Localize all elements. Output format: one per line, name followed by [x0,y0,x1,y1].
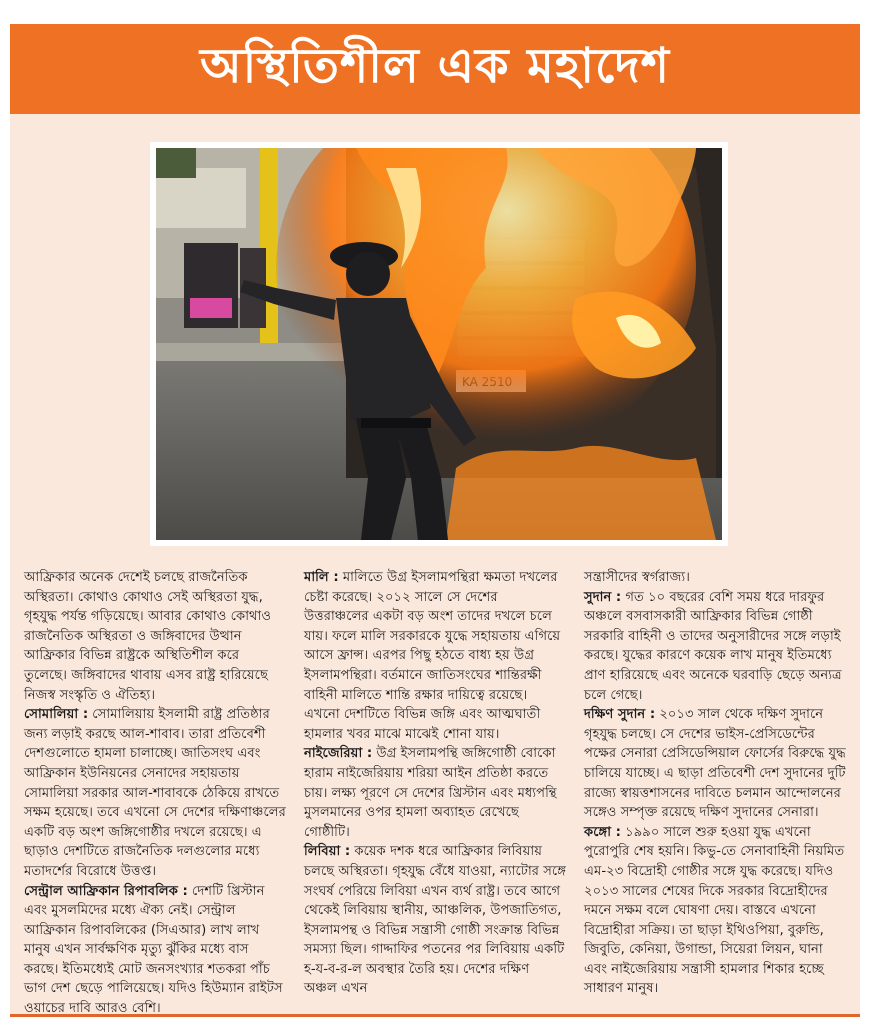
car-heading: সেন্ট্রাল আফ্রিকান রিপাবলিক : [24,883,188,899]
south-sudan-text: ২০১৩ সাল থেকে দক্ষিণ সুদানে গৃহযুদ্ধ চলছে। সে দেশের ভাইস-প্রেসিডেন্টের পক্ষের সেনারা প্রেসিডেন্সিয়াল ফোর্সের বিরুদ্ধে যুদ্ধ চালিয়ে যাচ্ছে। এ ছাড়া প্রতিবেশী দেশ সুদানের দুটি রাজ্যে স্বায়ত্তশাসনের দাবিতে চলমান আন্দোলনের সঙ্গেও সম্পৃক্ত রয়েছে দক্ষিণ সুদানের সেনারা। [584,707,846,821]
headline: অস্থিতিশীল এক মহাদেশ [200,37,670,94]
car-paragraph [24,882,286,1019]
column-3 [584,568,846,999]
car-text: দেশটি খ্রিস্টান এবং মুসলমিদের মধ্যে ঐক্য নেই। সেন্ট্রাল আফ্রিকান রিপাবলিকের (সিএআর) লাখ লাখ মানুষ এখন সার্বক্ষণিক মৃত্যু ঝুঁকির মধ্যে বাস করছে। ইতিমধ্যেই মোট জনসংখ্যার শতকরা পাঁচ ভাগ দেশ ছেড়ে পালিয়েছে। যদিও হিউম্যান রাইটস ওয়াচের দাবি আরও বেশি। [24,883,283,1017]
congo-paragraph [584,823,846,999]
intro-paragraph: আফ্রিকার অনেক দেশেই চলছে রাজনৈতিক অস্থিরতা। কোথাও কোথাও সেই অস্থিরতা যুদ্ধ, গৃহযুদ্ধ পর্যন্ত গড়িয়েছে। আবার কোথাও কোথাও রাজনৈতিক অস্থিরতা ও জঙ্গিবাদের উত্থান আফ্রিকার বিভিন্ন রাষ্ট্রকে অস্থিতিশীল করে তুলেছে। জঙ্গিবাদের থাবায় এসব রাষ্ট্র হারিয়েছে নিজস্ব সংস্কৃতি ও ঐতিহ্য। [24,570,272,703]
libya-text: কয়েক দশক ধরে আফ্রিকার লিবিয়ায় চলছে অস্থিরতা। গৃহযুদ্ধ বেঁধে যাওয়া, ন্যাটোর সঙ্গে সংঘর্ষ পেরিয়ে লিবিয়া এখন ব্যর্থ রাষ্ট্র। তবে আগে থেকেই লিবিয়ায় স্থানীয়, আঞ্চলিক, উপজাতিগত, ইসলামপন্থ ও বিভিন্ন সন্ত্রাসী গোষ্ঠী সংক্রান্ত বিভিন্ন সমস্যা ছিল। গাদ্দাফির পতনের পর লিবিয়ায় একটি হ-য-ব-র-ল অবস্থার তৈরি হয়। দেশের দক্ষিণ অঞ্চল এখন [304,844,566,997]
sudan-text: গত ১০ বছরের বেশি সময় ধরে দারফুর অঞ্চলে বসবাসকারী আফ্রিকার বিভিন্ন গোষ্ঠী সরকারি বাহিনী ও তাদের অনুসারীদের সঙ্গে লড়াই করছে। যুদ্ধের কারণে কয়েক লাখ মানুষ ইতিমধ্যে প্রাণ হারিয়েছে এবং অনেকে ঘরবাড়ি ছেড়ে অন্যত্র চলে গেছে। [584,589,842,703]
column-1 [24,568,286,1019]
somalia-heading: সোমালিয়া : [24,707,89,723]
nigeria-heading: নাইজেরিয়া : [304,746,373,762]
libya-heading: লিবিয়া : [304,844,351,860]
mali-heading: মালি : [304,570,339,585]
south-sudan-heading: দক্ষিণ সুদান : [584,707,656,723]
sudan-heading: সুদান : [584,589,622,605]
photo-frame [150,142,728,546]
headline-banner [10,24,860,114]
column-2 [304,568,566,999]
congo-text: ১৯৯০ সালে শুরু হওয়া যুদ্ধ এখনো পুরোপুরি শেষ হয়নি। কিভু-তে সেনাবাহিনী নিয়মিত এম-২৩ বিদ্রোহী গোষ্ঠীর সঙ্গে যুদ্ধ করেছে। যদিও ২০১৩ সালের শেষের দিকে সরকার বিদ্রোহীদের দমনে সক্ষম বলে ঘোষণা দেয়। বাস্তবে এখনো বিদ্রোহীরা সক্রিয়। তা ছাড়া ইথিওপিয়া, বুরুন্ডি, জিবুতি, কেনিয়া, উগান্ডা, সিয়েরা লিয়ন, ঘানা এবং নাইজেরিয়ায় সন্ত্রাসী হামলার শিকার হচ্ছে সাধারণ মানুষ। [584,824,845,997]
mali-text: মালিতে উগ্র ইসলামপন্থিরা ক্ষমতা দখলের চেষ্টা করেছে। ২০১২ সালে সে দেশের উত্তরাঞ্চলের একটা বড় অংশ তাদের দখলে চলে যায়। ফলে মালি সরকারকে যুদ্ধে সহায়তায় এগিয়ে আসে ফ্রান্স। এরপর পিছু হঠতে বাধ্য হয় উগ্র ইসলামপন্থিরা। বর্তমানে জাতিসংঘের শান্তিরক্ষী বাহিনী মালিতে শান্তি রক্ষার দায়িত্বে রয়েছে। এখনো দেশটিতে বিভিন্ন জঙ্গি এবং আত্মঘাতী হামলার খবর মাঝে মাঝেই শোনা যায়। [304,570,561,742]
mali-paragraph [304,568,566,744]
article-body [24,568,848,1017]
sudan-paragraph [584,588,846,706]
somalia-text: সোমালিয়ায় ইসলামী রাষ্ট্র প্রতিষ্ঠার জন্য লড়াই করছে আল-শাবাব। তারা প্রতিবেশী দেশগুলোতে হামলা চালাচ্ছে। জাতিসংঘ এবং আফ্রিকান ইউনিয়নের সেনাদের সহায়তায় সোমালিয়া সরকার আল-শাবাবকে ঠেকিয়ে রাখতে সক্ষম হয়েছে। তবে এখনো সে দেশের দক্ষিণাঞ্চলের একটি বড় অংশ জঙ্গিগোষ্ঠীর দখলে রয়েছে। এ ছাড়াও দেশটিতে রাজনৈতিক দলগুলোর মধ্যে মতাদর্শের বিরোধে উত্তপ্ত। [24,707,286,879]
article-page [10,24,860,1017]
libya-paragraph [304,842,566,999]
news-photo-burning-truck [156,148,722,540]
congo-heading: কঙ্গো : [584,824,621,840]
south-sudan-paragraph [584,705,846,823]
libya-continued: সন্ত্রাসীদের স্বর্গরাজ্য। [584,570,690,585]
nigeria-paragraph [304,744,566,842]
nigeria-text: উগ্র ইসলামপন্থি জঙ্গিগোষ্ঠী বোকো হারাম নাইজেরিয়ায় শরিয়া আইন প্রতিষ্ঠা করতে চায়। লক্ষ্য পূরণে সে দেশের খ্রিস্টান এবং মধ্যপন্থি মুসলমানের ওপর হামলা অব্যাহত রেখেছে গোষ্ঠীটি। [304,746,557,840]
somalia-paragraph [24,705,286,881]
